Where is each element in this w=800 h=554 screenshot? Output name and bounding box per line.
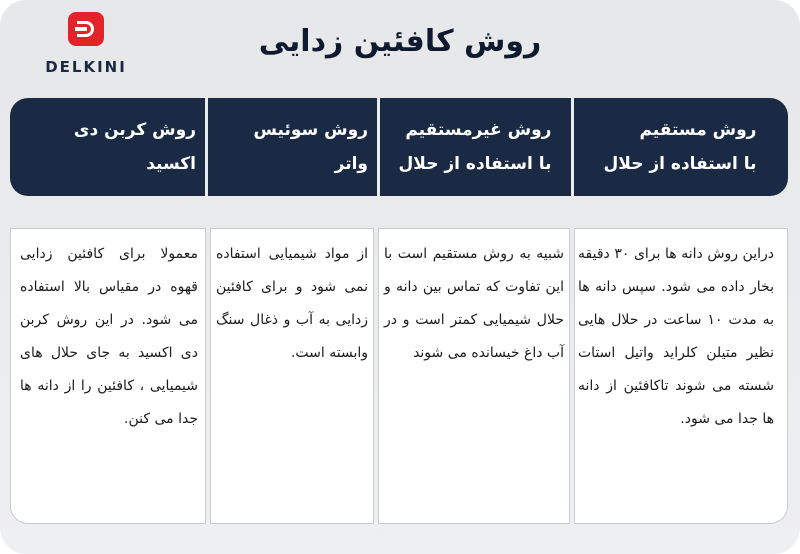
body-text-direct: دراین روش دانه ها برای ۳۰ دقیقه بخار داده می شود. سپس دانه ها به مدت ۱۰ ساعت در حلال هایی نظیر متیلن کلراید واتیل استات شسته می شوند تاکافئین از دانه ها جدا می شود. bbox=[578, 246, 774, 427]
header-line1: روش غیرمستقیم bbox=[405, 120, 552, 140]
header-direct-method bbox=[572, 98, 788, 196]
page-title: روش کافئین زدایی bbox=[258, 24, 542, 59]
body-text-swiss-water: از مواد شیمیایی استفاده نمی شود و برای کافئین زدایی به آب و ذغال سنگ وابسته است. bbox=[216, 246, 368, 361]
header-divider bbox=[205, 98, 208, 196]
header-swiss-water-method bbox=[206, 98, 378, 196]
header-line1: روش مستقیم bbox=[639, 120, 757, 140]
header-co2-method bbox=[10, 98, 206, 196]
header-divider bbox=[571, 98, 574, 196]
header-line1: روش سوئیس واتر bbox=[253, 120, 368, 174]
header-divider bbox=[377, 98, 380, 196]
header-line2: با استفاده از حلال bbox=[398, 154, 552, 174]
body-text-indirect: شبیه به روش مستقیم است با این تفاوت که تماس بین دانه و حلال شیمیایی کمتر است و در آب داغ خیسانده می شوند bbox=[384, 246, 564, 361]
header-line1: روش کربن دی اکسید bbox=[73, 120, 196, 174]
brand-logo bbox=[40, 12, 132, 76]
brand-name: DELKINI bbox=[45, 58, 127, 76]
header-indirect-method bbox=[378, 98, 572, 196]
logo-icon bbox=[68, 12, 104, 46]
header-line2: با استفاده از حلال bbox=[603, 154, 757, 174]
body-text-co2: معمولا برای کافئین زدایی قهوه در مقیاس بالا استفاده می شود. در این روش کربن دی اکسید به جای حلال های شیمیایی ، کافئین را از دانه ها جدا می کنن. bbox=[20, 246, 198, 427]
